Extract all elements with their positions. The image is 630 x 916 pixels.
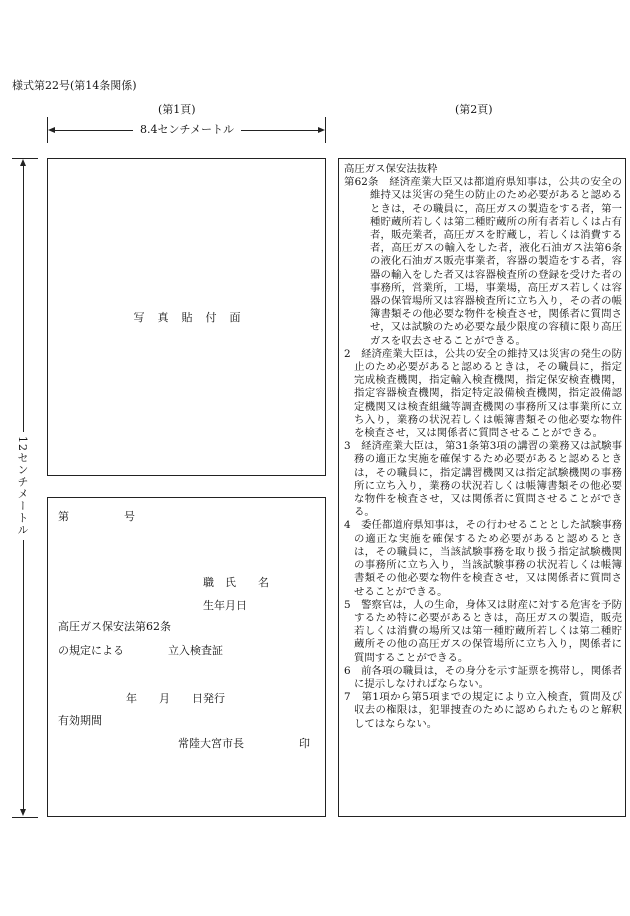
law-paragraph: 7 第1項から第5項までの規定により立入検査，質問及び収去の権限は，犯罪捜査のために認められたものと解釈してはならない。 [344, 691, 622, 730]
law-paragraph: 5 警察官は，人の生命，身体又は財産に対する危害を予防するため特に必要があるときは，高圧ガスの製造，販売若しくは消費の場所又は第一種貯蔵所若しくは第二種貯蔵所その他の高圧ガスの保管場所に立ち入り，関係者に質問することができる。 [344, 598, 622, 664]
page1-label: (第1頁) [158, 103, 196, 116]
width-tick-right [325, 117, 326, 143]
law-paragraph: 第62条 経済産業大臣又は都道府県知事は，公共の安全の維持又は災害の発生の防止のため必要があると認めるときは，その職員に，高圧ガスの製造をする者，第一種貯蔵所若しくは第二種貯蔵所の所有者若しくは占有者，販売業者，高圧ガスを貯蔵し，若しくは消費する者，高圧ガスの輸入をした者，液化石油ガス法第6条の液化石油ガス販売事業者，容器の製造をする者，容器の輸入をした者又は容器検査所の登録を受けた者の事務所，営業所，工場，事業場，高圧ガス若しくは容器の保管場所又は容器検査所に立ち入り，その者の帳簿書類その他必要な物件を検査させ，関係者に質問させ，又は試験のため必要な最少限度の容積に限り高圧ガスを収去させることができる。 [344, 176, 622, 347]
validity-label: 有効期間 [58, 714, 102, 727]
number-label: 第 号 [58, 510, 135, 523]
card-area [47, 497, 326, 817]
height-dimension-label: 12センチメートル [15, 432, 29, 540]
width-line-right [241, 130, 319, 131]
width-arrow-right [318, 127, 325, 133]
issue-date: 年 月 日発行 [126, 692, 225, 705]
certificate-title: の規定による 立入検査証 [58, 644, 223, 657]
law-paragraph: 3 経済産業大臣は，第31条第3項の講習の業務又は試験事務の適正な実施を確保するため必要があると認めるときは，その職員に，指定講習機関又は指定試験機関の事務所に立ち入り，業務の状況若しくは帳簿書類その他必要な物件を検査させ，又は関係者に質問させることができる。 [344, 440, 622, 519]
height-tick-bottom [12, 817, 38, 818]
width-dimension-label: 8.4センチメートル [139, 123, 235, 136]
width-line-left [55, 130, 133, 131]
law-paragraph: 6 前各項の職員は，その身分を示す証票を携帯し，関係者に提示しなければならない。 [344, 664, 622, 690]
name-label: 職 氏 名 [203, 576, 269, 589]
law-reference: 高圧ガス保安法第62条 [58, 620, 171, 633]
height-arrow-down [20, 809, 26, 816]
issuer-seal: 常陸大宮市長 印 [178, 737, 310, 750]
height-arrow-up [20, 159, 26, 166]
law-excerpt [344, 163, 622, 731]
photo-area [47, 158, 326, 476]
law-paragraph: 4 委任都道府県知事は，その行わせることとした試験事務の適正な実施を確保するため必要があると認めるときは，その職員に，当該試験事務を取り扱う指定試験機関の事務所に立ち入り，当該試験事務の状況若しくは帳簿書類その他必要な物件を検査させ，又は関係者に質問させることができる。 [344, 519, 622, 598]
photo-label: 写 真 貼 付 面 [133, 311, 242, 324]
width-arrow-left [48, 127, 55, 133]
birth-label: 生年月日 [203, 599, 247, 612]
law-paragraph: 2 経済産業大臣は，公共の安全の維持又は災害の発生の防止のため必要があると認めるときは，その職員に，指定完成検査機関，指定輸入検査機関，指定保安検査機関，指定容器検査機関，指定特定設備検査機関，指定設備認定機関又は検査組織等調査機関の事務所又は事業所に立ち入り，業務の状況若しくは帳簿書類その他必要な物件を検査させ，又は関係者に質問させることができる。 [344, 347, 622, 440]
form-title: 様式第22号(第14条関係) [12, 79, 137, 92]
law-excerpt-heading: 高圧ガス保安法抜粋 [344, 163, 438, 175]
page2-label: (第2頁) [455, 103, 493, 116]
